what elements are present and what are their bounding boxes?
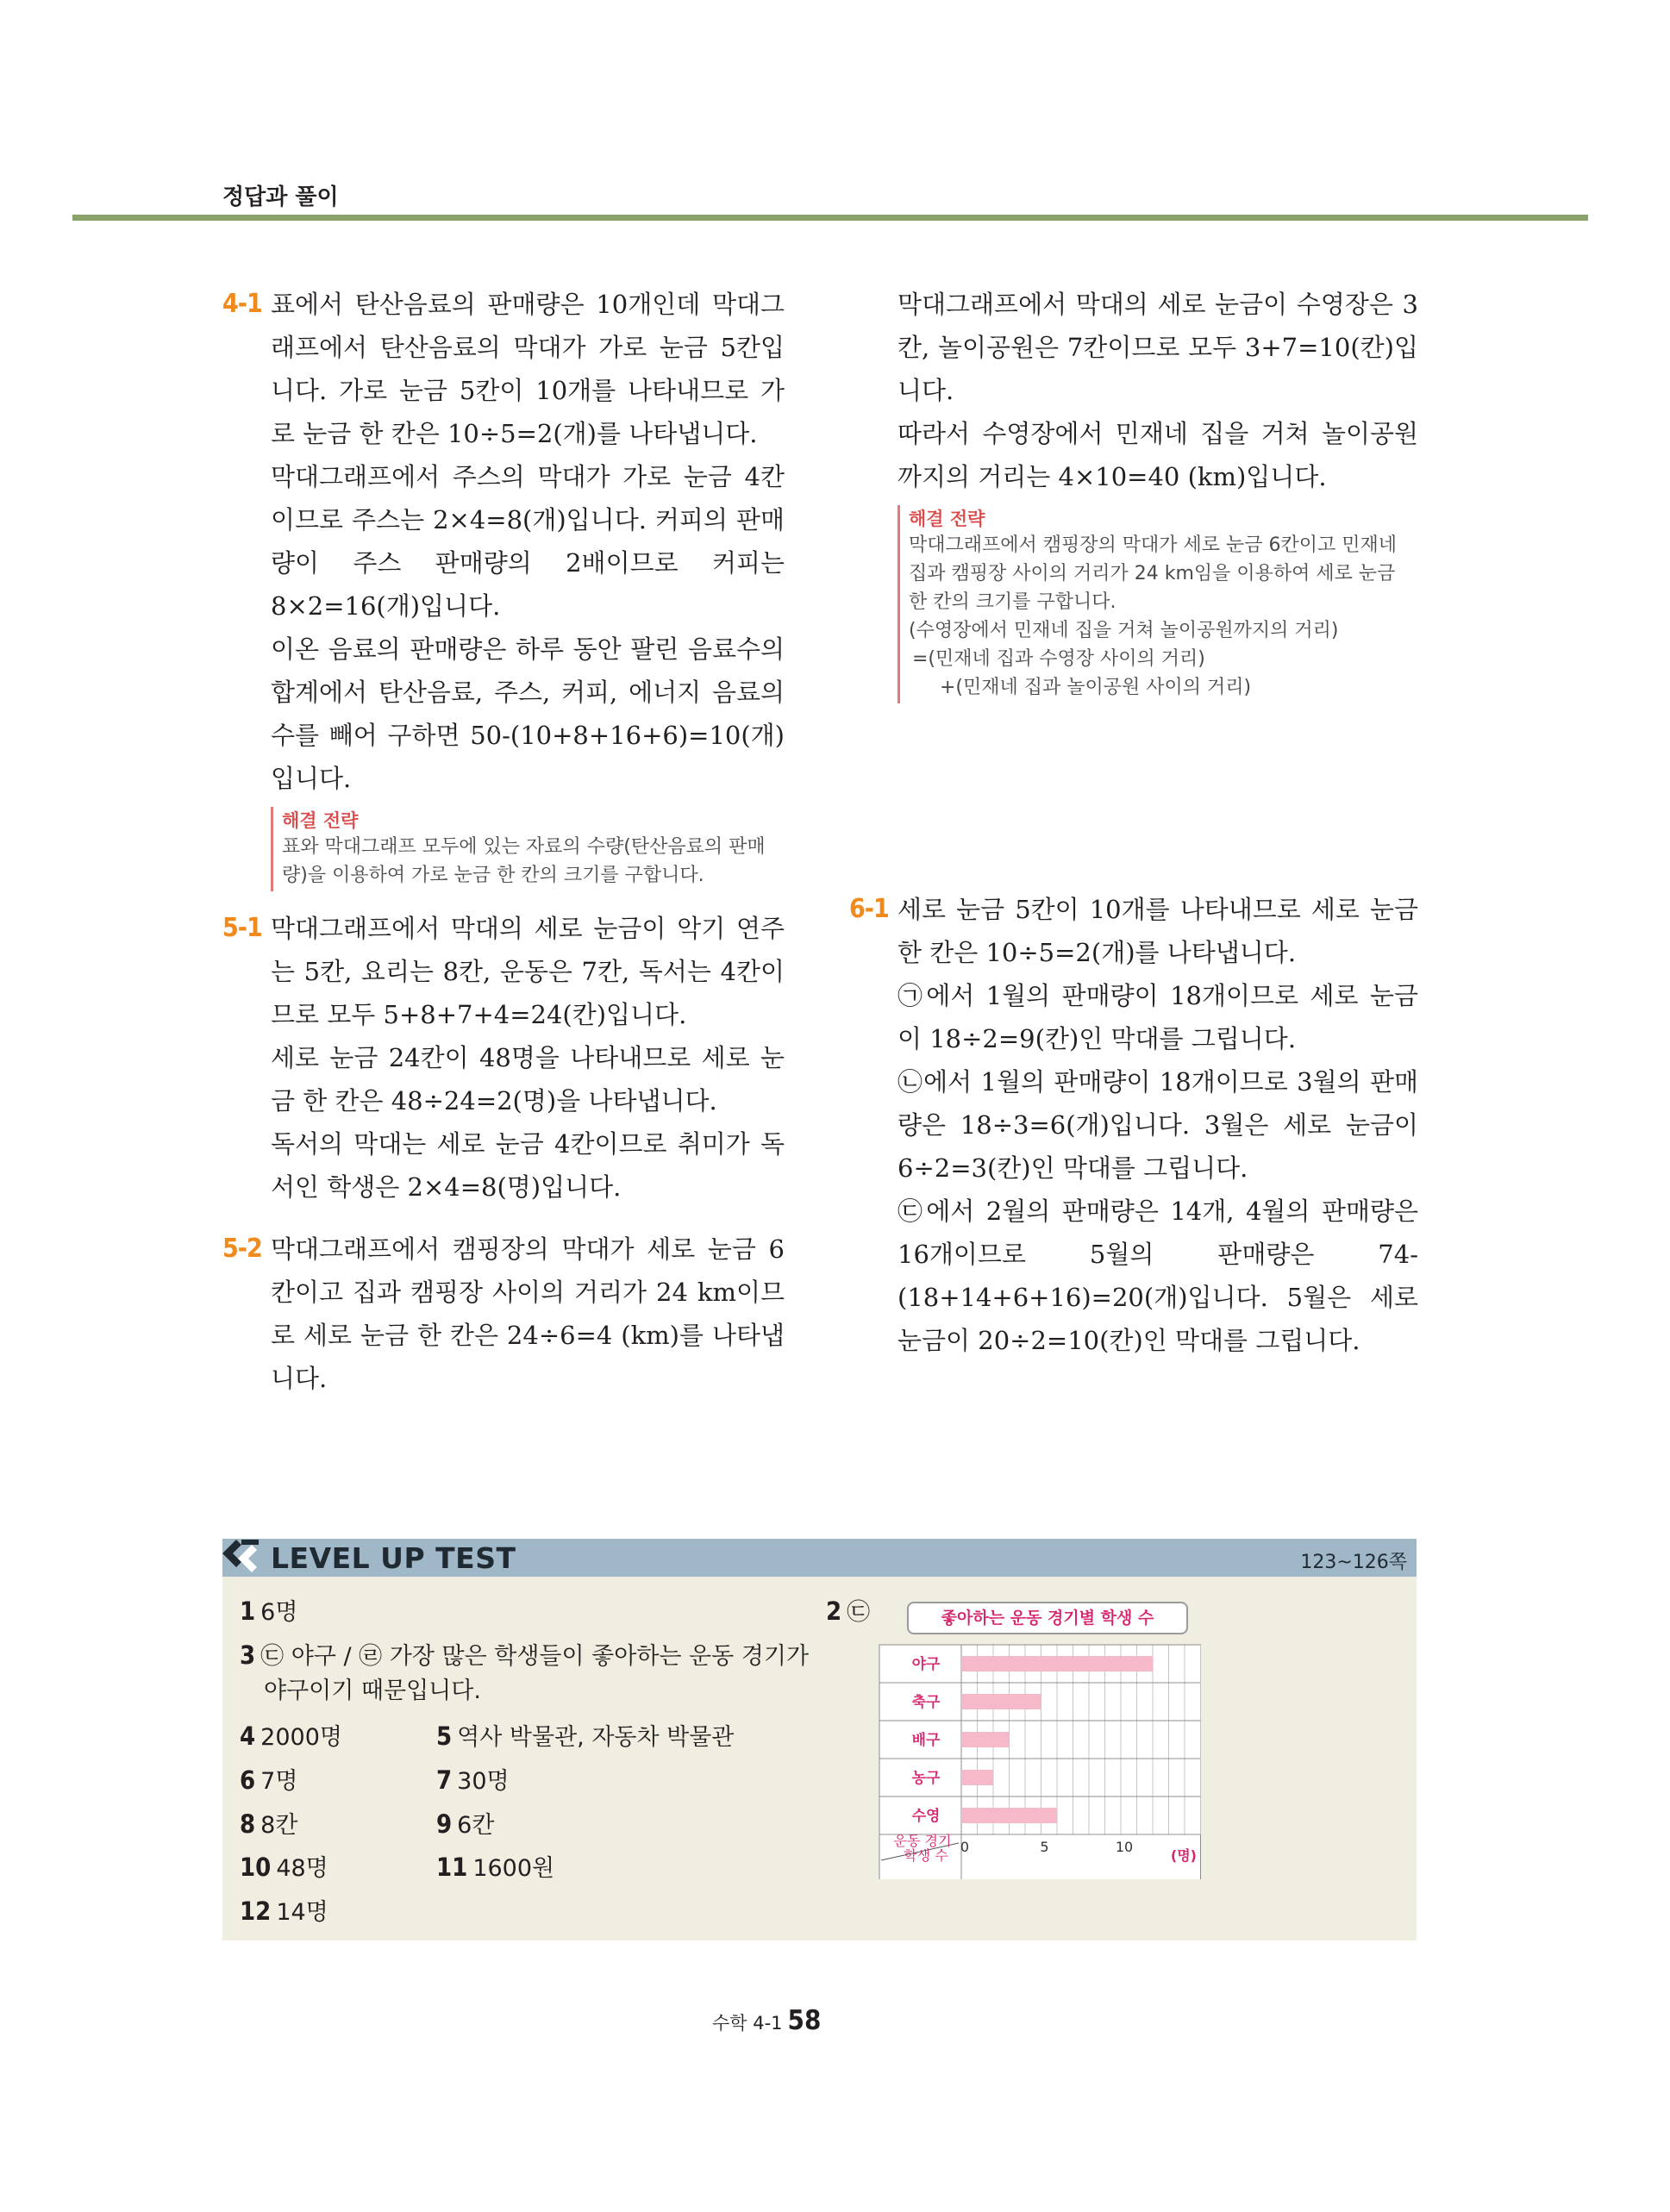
- answer-9: 9 6칸: [436, 1809, 495, 1839]
- item-4-1: [222, 283, 785, 891]
- tip-line: =(민재네 집과 수영장 사이의 거리): [912, 648, 1205, 670]
- category-label: 축구: [911, 1694, 941, 1711]
- paragraph: 표에서 탄산음료의 판매량은 10개인데 막대그래프에서 탄산음료의 막대가 가로 눈금 5칸입니다. 가로 눈금 5칸이 10개를 나타내므로 가로 눈금 한 칸은 10÷5=2(개)를 나타냅니다.: [271, 290, 785, 448]
- header-rule: [72, 215, 1588, 221]
- category-label: 농구: [911, 1770, 941, 1787]
- paragraph: 따라서 수영장에서 민재네 집을 거쳐 놀이공원까지의 거리는 4×10=40 (km)입니다.: [898, 419, 1418, 491]
- level-up-pages: 123~126쪽: [1300, 1552, 1407, 1573]
- paragraph: 세로 눈금 24칸이 48명을 나타내므로 세로 눈금 한 칸은 48÷24=2(명)을 나타냅니다.: [271, 1043, 785, 1115]
- item-number: 5-1: [222, 913, 262, 943]
- paragraph: 세로 눈금 5칸이 10개를 나타내므로 세로 눈금 한 칸은 10÷5=2(개)를 나타냅니다.: [898, 895, 1418, 967]
- item-number: 5-2: [222, 1234, 262, 1264]
- paragraph: ㉠에서 1월의 판매량이 18개이므로 세로 눈금이 18÷2=9(칸)인 막대를 그립니다.: [898, 981, 1418, 1053]
- answer-2: 2 ㉢: [826, 1597, 871, 1626]
- answer-5: 5 역사 박물관, 자동차 박물관: [436, 1721, 735, 1751]
- tip-line: 막대그래프에서 캠핑장의 막대가 세로 눈금 6칸이고 민재네 집과 캠핑장 사이의 거리가 24 km임을 이용하여 세로 눈금 한 칸의 크기를 구합니다.: [909, 534, 1398, 613]
- item-6-1: [849, 888, 1418, 1362]
- tip-title: 해결 전략: [909, 509, 985, 529]
- item-number: 6-1: [849, 894, 889, 924]
- answer-11: 11 1600원: [436, 1853, 555, 1882]
- tip-title: 해결 전략: [282, 810, 359, 831]
- left-column: [222, 283, 785, 1400]
- paragraph: 독서의 막대는 세로 눈금 4칸이므로 취미가 독서인 학생은 2×4=8(명)입니다.: [271, 1129, 785, 1202]
- page-number: 58: [787, 2005, 822, 2036]
- bar: [961, 1732, 1010, 1747]
- paragraph: 막대그래프에서 캠핑장의 막대가 세로 눈금 6칸이고 집과 캠핑장 사이의 거리가 24 km이므로 세로 눈금 한 칸은 24÷6=4 (km)를 나타냅니다.: [271, 1234, 785, 1393]
- category-label: 야구: [911, 1656, 941, 1673]
- tip-line: +(민재네 집과 놀이공원 사이의 거리): [940, 677, 1252, 698]
- bar: [961, 1770, 993, 1785]
- answer-8: 8 8칸: [240, 1809, 298, 1839]
- bar: [961, 1694, 1041, 1709]
- footer-subject: 수학 4-1: [712, 2013, 783, 2034]
- level-up-box: [222, 1577, 1417, 1940]
- category-label: 수영: [911, 1808, 941, 1825]
- y-axis-title: 운동 경기: [893, 1833, 952, 1849]
- strategy-tip: [898, 505, 1418, 703]
- answer-7: 7 30명: [436, 1765, 510, 1795]
- strategy-tip: [271, 807, 785, 891]
- answer-10: 10 48명: [240, 1853, 328, 1882]
- item-5-2: [222, 1228, 785, 1400]
- x-tick-label: 10: [1115, 1839, 1134, 1855]
- answer-6: 6 7명: [240, 1765, 298, 1795]
- page-footer: [712, 2005, 821, 2036]
- paragraph: 막대그래프에서 막대의 세로 눈금이 수영장은 3칸, 놀이공원은 7칸이므로 모두 3+7=10(칸)입니다.: [898, 290, 1418, 405]
- tip-line: 표와 막대그래프 모두에 있는 자료의 수량(탄산음료의 판매량)을 이용하여 가로 눈금 한 칸의 크기를 구합니다.: [282, 836, 766, 886]
- right-column: [849, 283, 1418, 1362]
- answer-3: 3 ㉢ 야구 / ㉣ 가장 많은 학생들이 좋아하는 운동 경기가: [240, 1640, 810, 1670]
- paragraph: ㉢에서 2월의 판매량은 14개, 4월의 판매량은 16개이므로 5월의 판매량은 74-(18+14+6+16)=20(개)입니다. 5월은 세로 눈금이 20÷2=10(칸)인 막대를 그립니다.: [898, 1197, 1418, 1355]
- paragraph: 이온 음료의 판매량은 하루 동안 팔린 음료수의 합계에서 탄산음료, 주스, 커피, 에너지 음료의 수를 빼어 구하면 50-(10+8+16+6)=10(개)입니다.: [271, 634, 785, 793]
- item-number: 4-1: [222, 289, 262, 319]
- level-up-title: LEVEL UP TEST: [271, 1541, 516, 1575]
- answer-4: 4 2000명: [240, 1721, 342, 1751]
- tip-line: (수영장에서 민재네 집을 거쳐 놀이공원까지의 거리): [909, 620, 1339, 641]
- x-tick-label: 0: [960, 1839, 970, 1855]
- x-axis-unit: (명): [1170, 1847, 1197, 1864]
- x-axis-title: 학생 수: [904, 1847, 948, 1864]
- paragraph: 막대그래프에서 주스의 막대가 가로 눈금 4칸이므로 주스는 2×4=8(개)입니다. 커피의 판매량이 주스 판매량의 2배이므로 커피는 8×2=16(개)입니다.: [271, 462, 785, 621]
- level-up-chevron-icon: [222, 1536, 262, 1576]
- bar: [961, 1656, 1153, 1671]
- paragraph: 막대그래프에서 막대의 세로 눈금이 악기 연주는 5칸, 요리는 8칸, 운동은 7칸, 독서는 4칸이므로 모두 5+8+7+4=24(칸)입니다.: [271, 914, 785, 1029]
- chart-title: 좋아하는 운동 경기별 학생 수: [907, 1602, 1188, 1634]
- item-5-2-continued: [849, 283, 1418, 703]
- bar: [961, 1808, 1057, 1823]
- answer-12: 12 14명: [240, 1896, 328, 1926]
- category-label: 배구: [911, 1732, 941, 1749]
- header-title: 정답과 풀이: [222, 184, 339, 210]
- answer-1: 1 6명: [240, 1597, 298, 1626]
- paragraph: ㉡에서 1월의 판매량이 18개이므로 3월의 판매량은 18÷3=6(개)입니다. 3월은 세로 눈금이 6÷2=3(칸)인 막대를 그립니다.: [898, 1067, 1418, 1183]
- answer-3-line2: 야구이기 때문입니다.: [264, 1678, 481, 1704]
- item-5-1: [222, 907, 785, 1209]
- x-tick-label: 5: [1040, 1839, 1049, 1855]
- bar-chart: [871, 1638, 1216, 1879]
